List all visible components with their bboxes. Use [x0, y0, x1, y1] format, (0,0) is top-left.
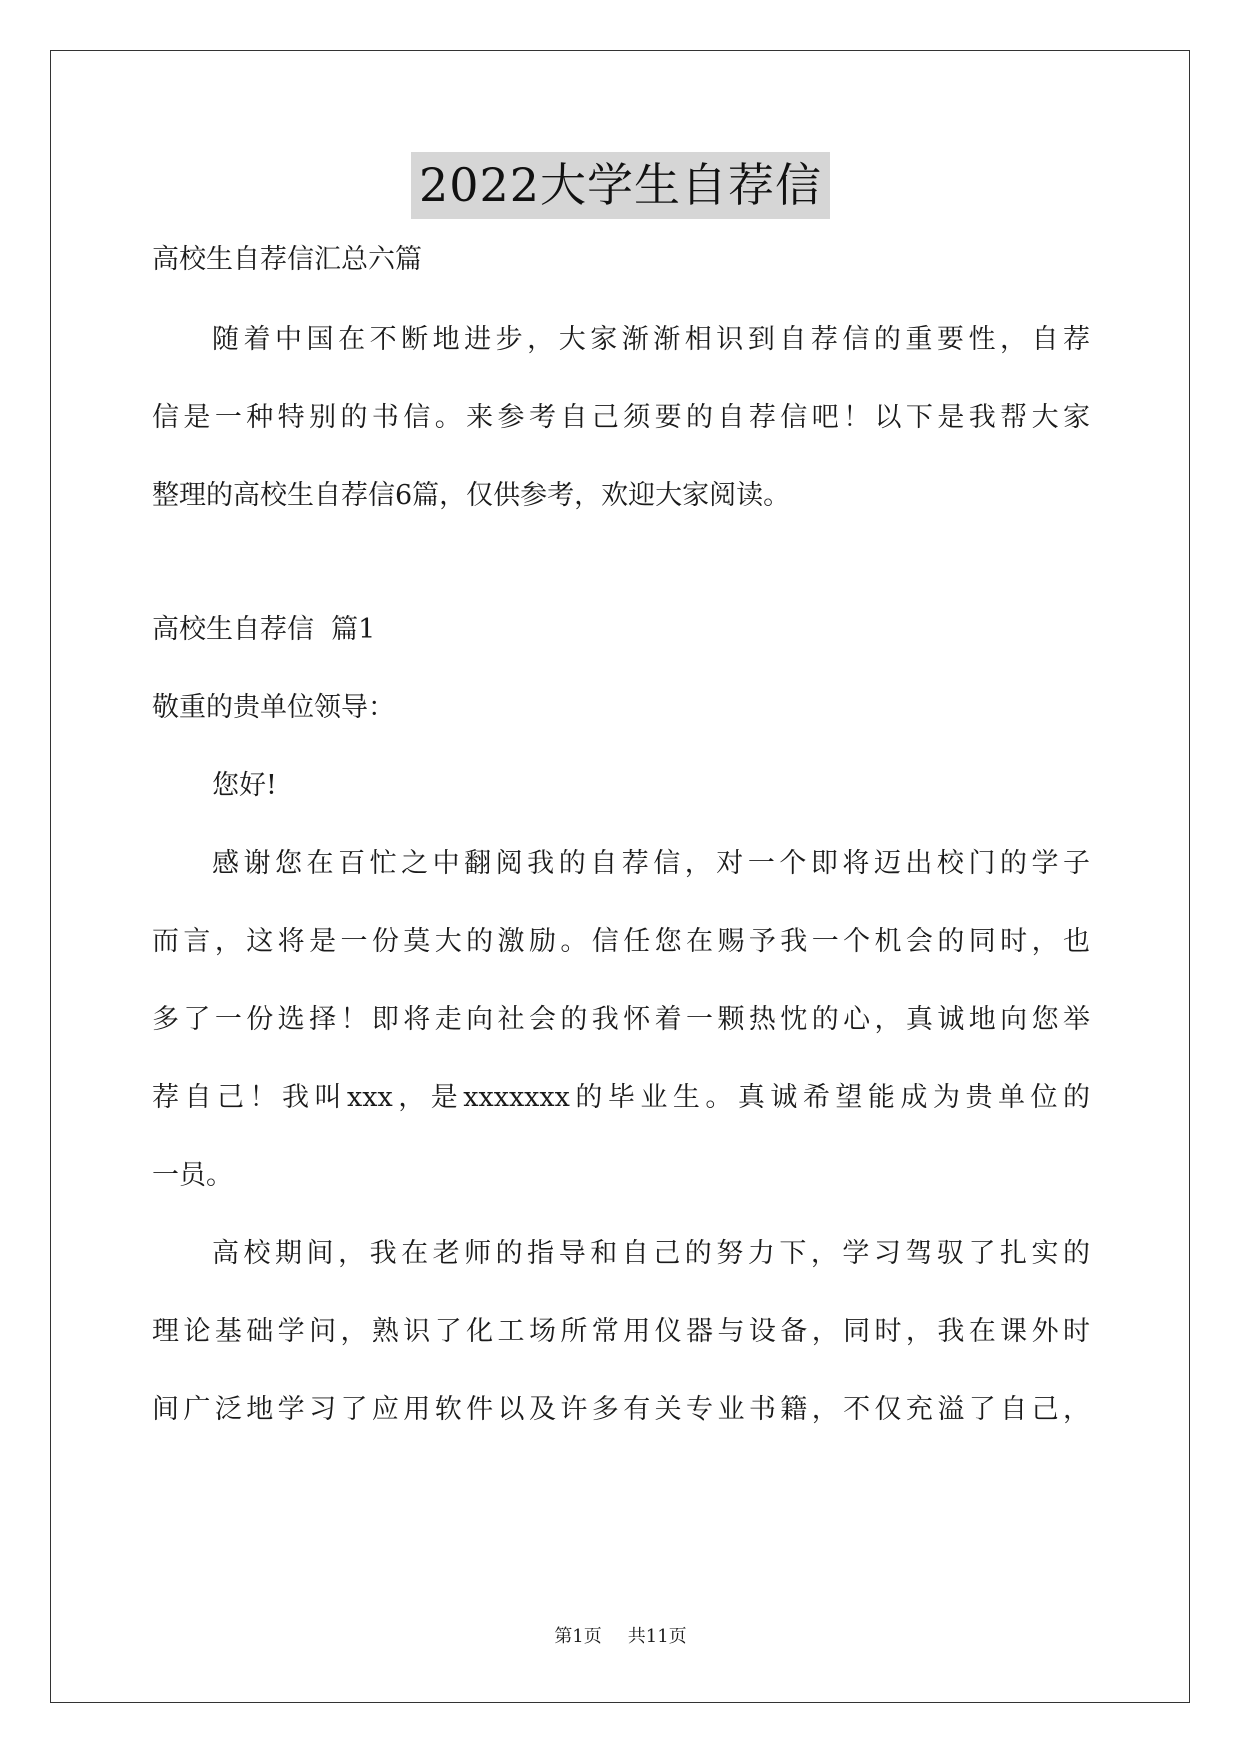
section-heading: 高校生自荐信 篇1: [152, 614, 376, 645]
intro-line-1: 随着中国在不断地进步，大家渐渐相识到自荐信的重要性，自荐: [212, 324, 1090, 355]
paragraph2-line-2: 理论基础学问，熟识了化工场所常用仪器与设备，同时，我在课外时: [152, 1316, 1090, 1347]
salutation: 敬重的贵单位领导：: [152, 692, 395, 723]
paragraph2-line-3: 间广泛地学习了应用软件以及许多有关专业书籍，不仅充溢了自己，: [152, 1394, 1090, 1425]
greeting: 您好!: [212, 770, 277, 801]
paragraph1-line-1: 感谢您在百忙之中翻阅我的自荐信，对一个即将迈出校门的学子: [212, 848, 1090, 879]
paragraph1-line-5: 一员。: [152, 1160, 233, 1191]
document-title: 2022大学生自荐信: [411, 152, 830, 219]
paragraph1-line-3: 多了一份选择！即将走向社会的我怀着一颗热忱的心，真诚地向您举: [152, 1004, 1090, 1035]
title-container: [0, 152, 1241, 219]
page-total: 共11页: [627, 1626, 687, 1647]
document-subtitle: 高校生自荐信汇总六篇: [152, 244, 422, 275]
paragraph1-line-2: 而言，这将是一份莫大的激励。信任您在赐予我一个机会的同时，也: [152, 926, 1090, 957]
page-footer: [0, 1625, 1241, 1649]
paragraph1-line-4: 荐自己！我叫xxx，是xxxxxxx的毕业生。真诚希望能成为贵单位的: [152, 1082, 1090, 1113]
page-number: 第1页: [554, 1626, 602, 1647]
intro-line-2: 信是一种特别的书信。来参考自己须要的自荐信吧！以下是我帮大家: [152, 402, 1090, 433]
intro-line-3: 整理的高校生自荐信6篇，仅供参考，欢迎大家阅读。: [152, 480, 791, 511]
paragraph2-line-1: 高校期间，我在老师的指导和自己的努力下，学习驾驭了扎实的: [212, 1238, 1090, 1269]
